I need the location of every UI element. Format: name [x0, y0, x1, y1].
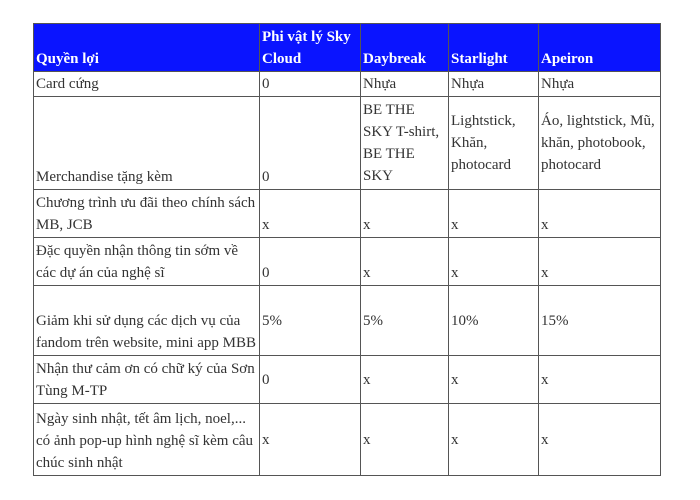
table-row: [34, 238, 661, 286]
value-cell: x: [449, 190, 539, 238]
value-cell: BE THE SKY T-shirt, BE THE SKY: [361, 97, 449, 190]
value-cell: x: [361, 238, 449, 286]
table-header-row: [34, 24, 661, 72]
header-sky-cloud: Phi vật lý Sky Cloud: [260, 24, 361, 72]
value-cell: Nhựa: [539, 72, 661, 97]
table-row: [34, 404, 661, 476]
benefit-cell: Card cứng: [34, 72, 260, 97]
value-cell: x: [539, 356, 661, 404]
benefit-cell: Chương trình ưu đãi theo chính sách MB, JCB: [34, 190, 260, 238]
value-cell: Nhựa: [449, 72, 539, 97]
benefits-table-wrapper: [33, 23, 661, 476]
benefit-cell: Đặc quyền nhận thông tin sớm về các dự án của nghệ sĩ: [34, 238, 260, 286]
table-row: [34, 72, 661, 97]
value-cell: x: [361, 404, 449, 476]
value-cell: 5%: [260, 286, 361, 356]
value-cell: x: [361, 190, 449, 238]
value-cell: 10%: [449, 286, 539, 356]
value-cell: Lightstick, Khăn, photocard: [449, 97, 539, 190]
table-row: [34, 190, 661, 238]
value-cell: x: [361, 356, 449, 404]
header-daybreak: Daybreak: [361, 24, 449, 72]
table-row: [34, 97, 661, 190]
value-cell: x: [449, 404, 539, 476]
value-cell: 0: [260, 72, 361, 97]
benefit-cell: Giảm khi sử dụng các dịch vụ của fandom trên website, mini app MBB: [34, 286, 260, 356]
table-row: [34, 286, 661, 356]
value-cell: Nhựa: [361, 72, 449, 97]
value-cell: x: [449, 238, 539, 286]
value-cell: x: [449, 356, 539, 404]
table-row: [34, 356, 661, 404]
value-cell: x: [539, 190, 661, 238]
header-starlight: Starlight: [449, 24, 539, 72]
value-cell: 5%: [361, 286, 449, 356]
header-benefit: Quyền lợi: [34, 24, 260, 72]
benefit-cell: Merchandise tặng kèm: [34, 97, 260, 190]
benefit-cell: Nhận thư cảm ơn có chữ ký của Sơn Tùng M-TP: [34, 356, 260, 404]
value-cell: 0: [260, 238, 361, 286]
benefits-comparison-table: [33, 23, 661, 476]
value-cell: x: [260, 190, 361, 238]
value-cell: 0: [260, 97, 361, 190]
value-cell: 15%: [539, 286, 661, 356]
value-cell: 0: [260, 356, 361, 404]
value-cell: x: [260, 404, 361, 476]
value-cell: Áo, lightstick, Mũ, khăn, photobook, photocard: [539, 97, 661, 190]
header-apeiron: Apeiron: [539, 24, 661, 72]
value-cell: x: [539, 238, 661, 286]
benefit-cell: Ngày sinh nhật, tết âm lịch, noel,... có ảnh pop-up hình nghệ sĩ kèm câu chúc sinh nhật: [34, 404, 260, 476]
value-cell: x: [539, 404, 661, 476]
